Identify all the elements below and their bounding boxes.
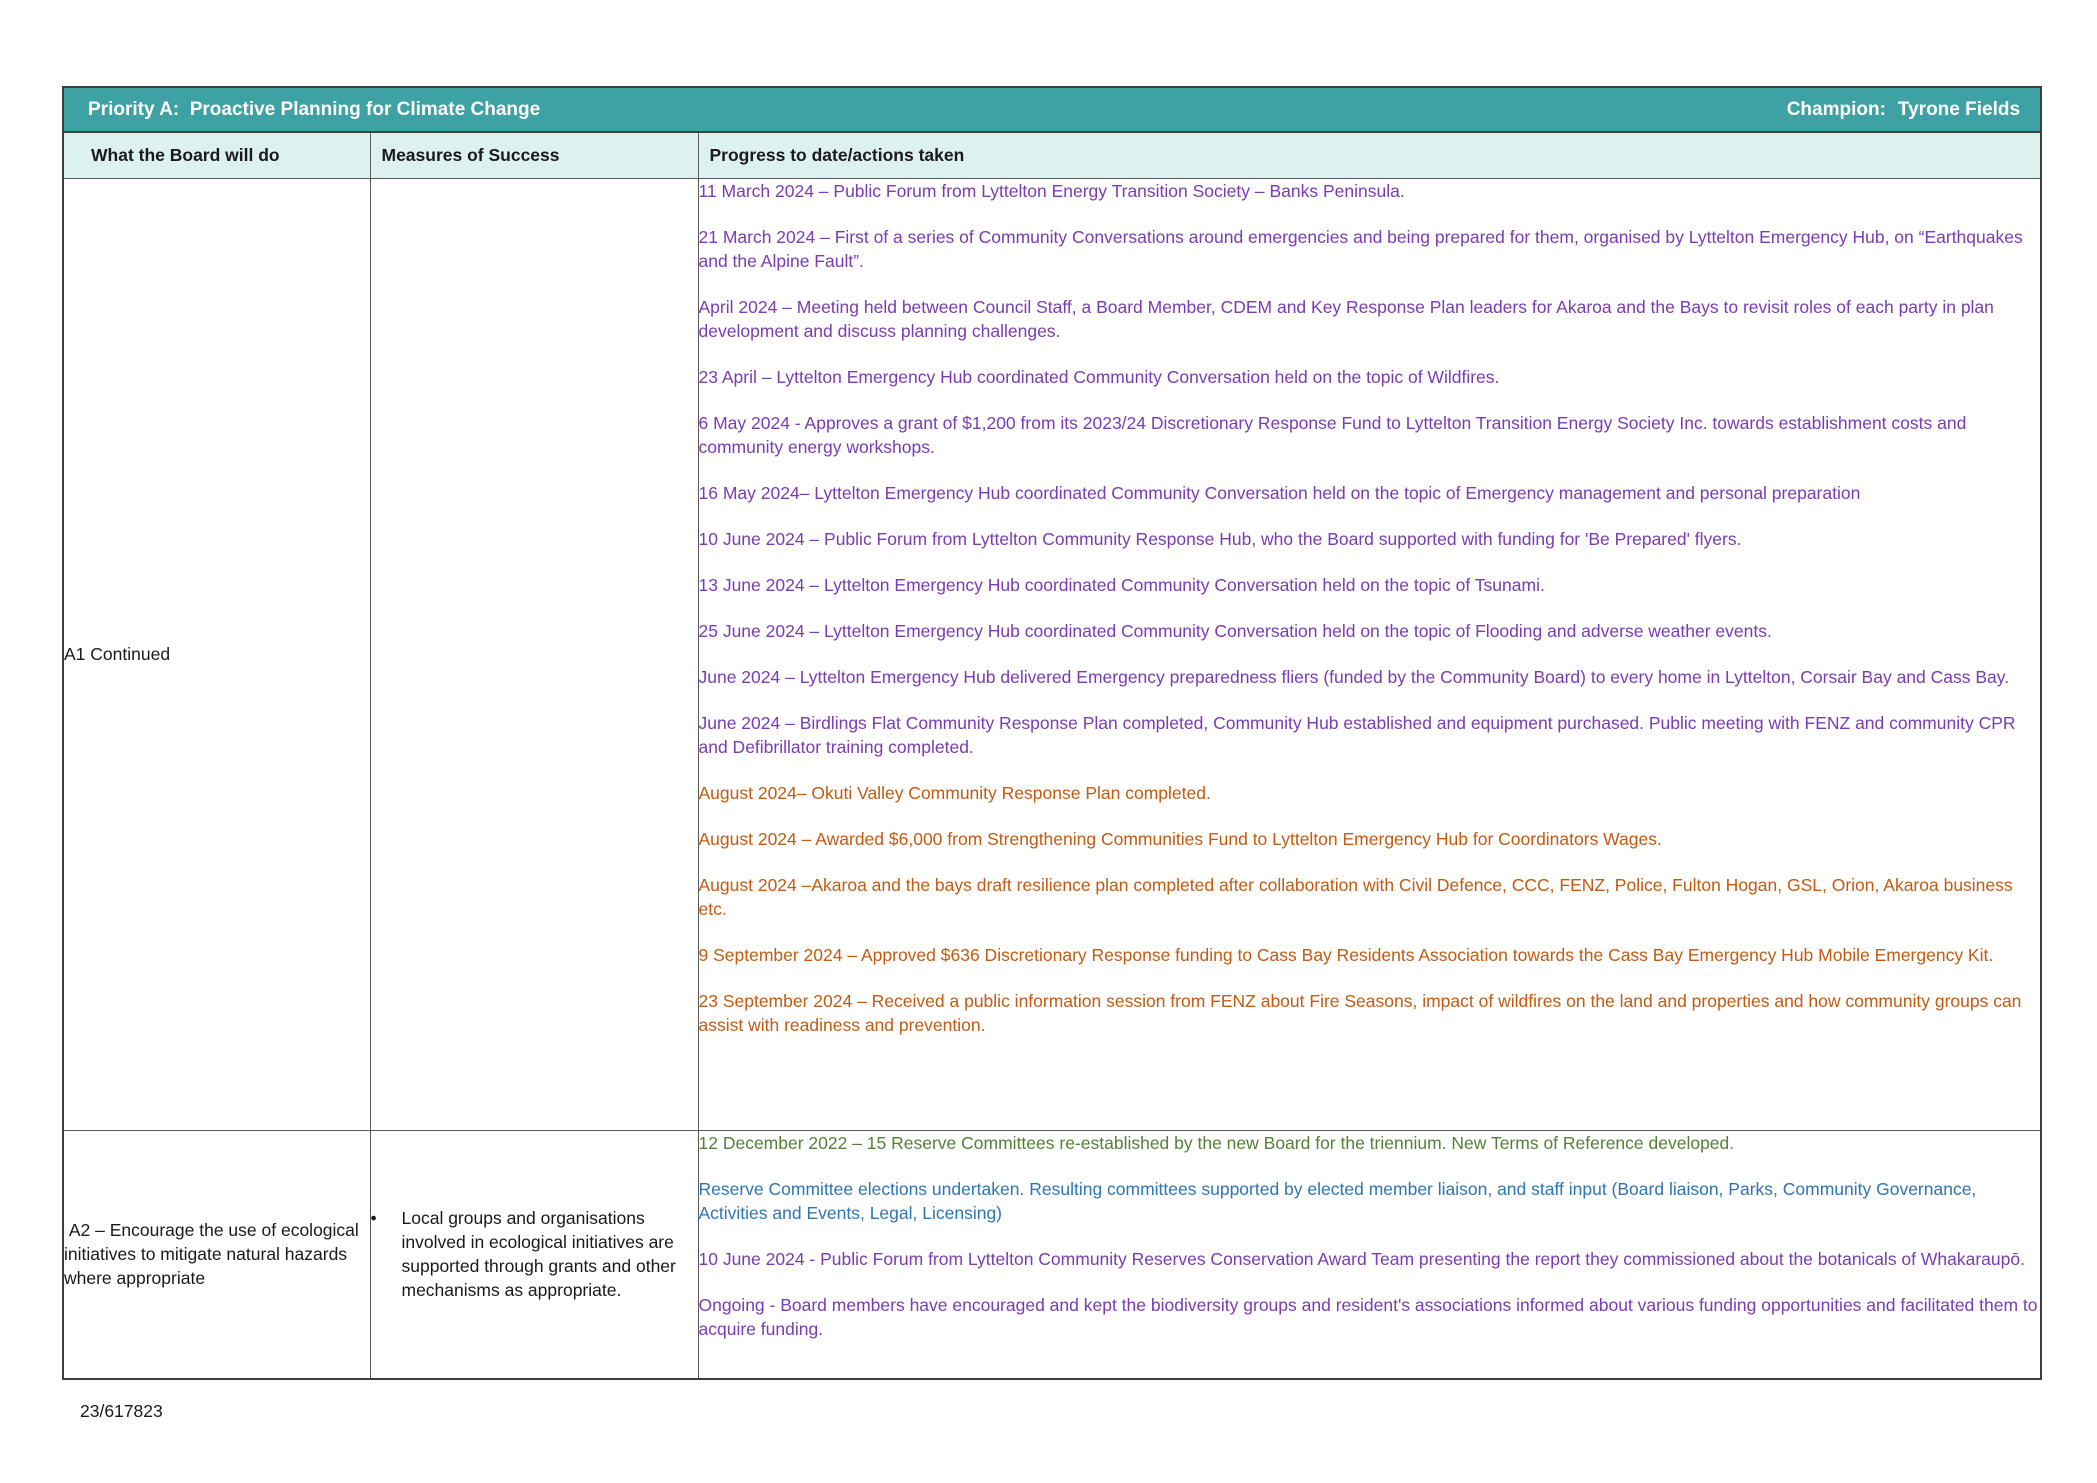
- priority-table-sheet: [62, 86, 2040, 1380]
- champion-name: Tyrone Fields: [1897, 98, 2021, 120]
- table-row: [63, 1130, 2041, 1379]
- progress-entry: 25 June 2024 – Lyttelton Emergency Hub coordinated Community Conversation held on the topic of Flooding and adverse weather events.: [698, 620, 1772, 641]
- column-header-row: [63, 132, 2041, 178]
- champion-label: Champion:: [1786, 98, 1886, 120]
- progress-entry: June 2024 – Lyttelton Emergency Hub delivered Emergency preparedness fliers (funded by the Community Board) to every home in Lyttelton, Corsair Bay and Cass Bay.: [698, 666, 2010, 687]
- progress-entry: 10 June 2024 – Public Forum from Lyttelton Community Response Hub, who the Board supported with funding for 'Be Prepared' flyers.: [698, 528, 1742, 549]
- progress-entry: August 2024 – Awarded $6,000 from Strengthening Communities Fund to Lyttelton Emergency Hub for Coordinators Wages.: [698, 828, 1662, 849]
- progress-cell: [698, 178, 2041, 1130]
- priority-a-table: [62, 86, 2042, 1380]
- progress-entry: 11 March 2024 – Public Forum from Lyttelton Energy Transition Society – Banks Peninsula.: [698, 180, 1405, 201]
- measure-item: [371, 1206, 698, 1302]
- progress-entry: August 2024– Okuti Valley Community Response Plan completed.: [698, 782, 1211, 803]
- champion: [1787, 99, 2020, 121]
- progress-entry: 23 April – Lyttelton Emergency Hub coordinated Community Conversation held on the topic of Wildfires.: [698, 366, 1500, 387]
- progress-entry: 6 May 2024 - Approves a grant of $1,200 from its 2023/24 Discretionary Response Fund to Lyttelton Transition Energy Society Inc. towards establishment costs and community energy workshops.: [698, 412, 1967, 457]
- progress-cell: [698, 1130, 2041, 1379]
- progress-entry: Ongoing - Board members have encouraged and kept the biodiversity groups and resident's associations informed about various funding opportunities and facilitated them to acquire funding.: [698, 1294, 2038, 1339]
- what-cell: A2 – Encourage the use of ecological initiatives to mitigate natural hazards where appropriate: [63, 1130, 370, 1379]
- measures-cell: [370, 1130, 698, 1379]
- column-header-measures: Measures of Success: [370, 132, 698, 178]
- progress-entry: 12 December 2022 – 15 Reserve Committees re-established by the new Board for the triennium. New Terms of Reference developed.: [698, 1132, 1735, 1153]
- progress-entry: 21 March 2024 – First of a series of Community Conversations around emergencies and being prepared for them, organised by Lyttelton Emergency Hub, on “Earthquakes and the Alpine Fault”.: [698, 226, 2023, 271]
- progress-entry: August 2024 –Akaroa and the bays draft resilience plan completed after collaboration with Civil Defence, CCC, FENZ, Police, Fulton Hogan, GSL, Orion, Akaroa business etc.: [698, 874, 2013, 919]
- progress-entry: June 2024 – Birdlings Flat Community Response Plan completed, Community Hub established and equipment purchased. Public meeting with FENZ and community CPR and Defibrillator training completed.: [698, 712, 2016, 757]
- document-reference-number: 23/617823: [80, 1401, 163, 1421]
- column-header-progress: Progress to date/actions taken: [698, 132, 2041, 178]
- what-cell: A1 Continued: [63, 178, 370, 1130]
- measures-cell: [370, 178, 698, 1130]
- progress-entry: April 2024 – Meeting held between Council Staff, a Board Member, CDEM and Key Response Plan leaders for Akaroa and the Bays to revisit roles of each party in plan development and discuss planning challenges.: [698, 296, 1994, 341]
- progress-entry: 10 June 2024 - Public Forum from Lyttelton Community Reserves Conservation Award Team presenting the report they commissioned about the botanicals of Whakaraupō.: [698, 1248, 2025, 1269]
- progress-entry: 23 September 2024 – Received a public information session from FENZ about Fire Seasons, impact of wildfires on the land and properties and how community groups can assist with readiness and prevention.: [698, 990, 2022, 1035]
- progress-entry: 9 September 2024 – Approved $636 Discretionary Response funding to Cass Bay Residents Association towards the Cass Bay Emergency Hub Mobile Emergency Kit.: [698, 944, 1994, 965]
- table-row: [63, 178, 2041, 1130]
- title-bar: [63, 87, 2041, 132]
- progress-entry: 13 June 2024 – Lyttelton Emergency Hub coordinated Community Conversation held on the topic of Tsunami.: [698, 574, 1545, 595]
- column-header-what: What the Board will do: [63, 132, 370, 178]
- progress-entry: 16 May 2024– Lyttelton Emergency Hub coordinated Community Conversation held on the topic of Emergency management and personal preparation: [698, 482, 1861, 503]
- priority-title: Priority A: Proactive Planning for Climate Change: [88, 98, 541, 120]
- bullet-icon: •: [370, 1208, 377, 1229]
- progress-entry: Reserve Committee elections undertaken. Resulting committees supported by elected member liaison, and staff input (Board liaison, Parks, Community Governance, Activities and Events, Legal, Licensing): [698, 1178, 1977, 1223]
- measure-text: Local groups and organisations involved in ecological initiatives are supported through grants and other mechanisms as appropriate.: [401, 1208, 676, 1301]
